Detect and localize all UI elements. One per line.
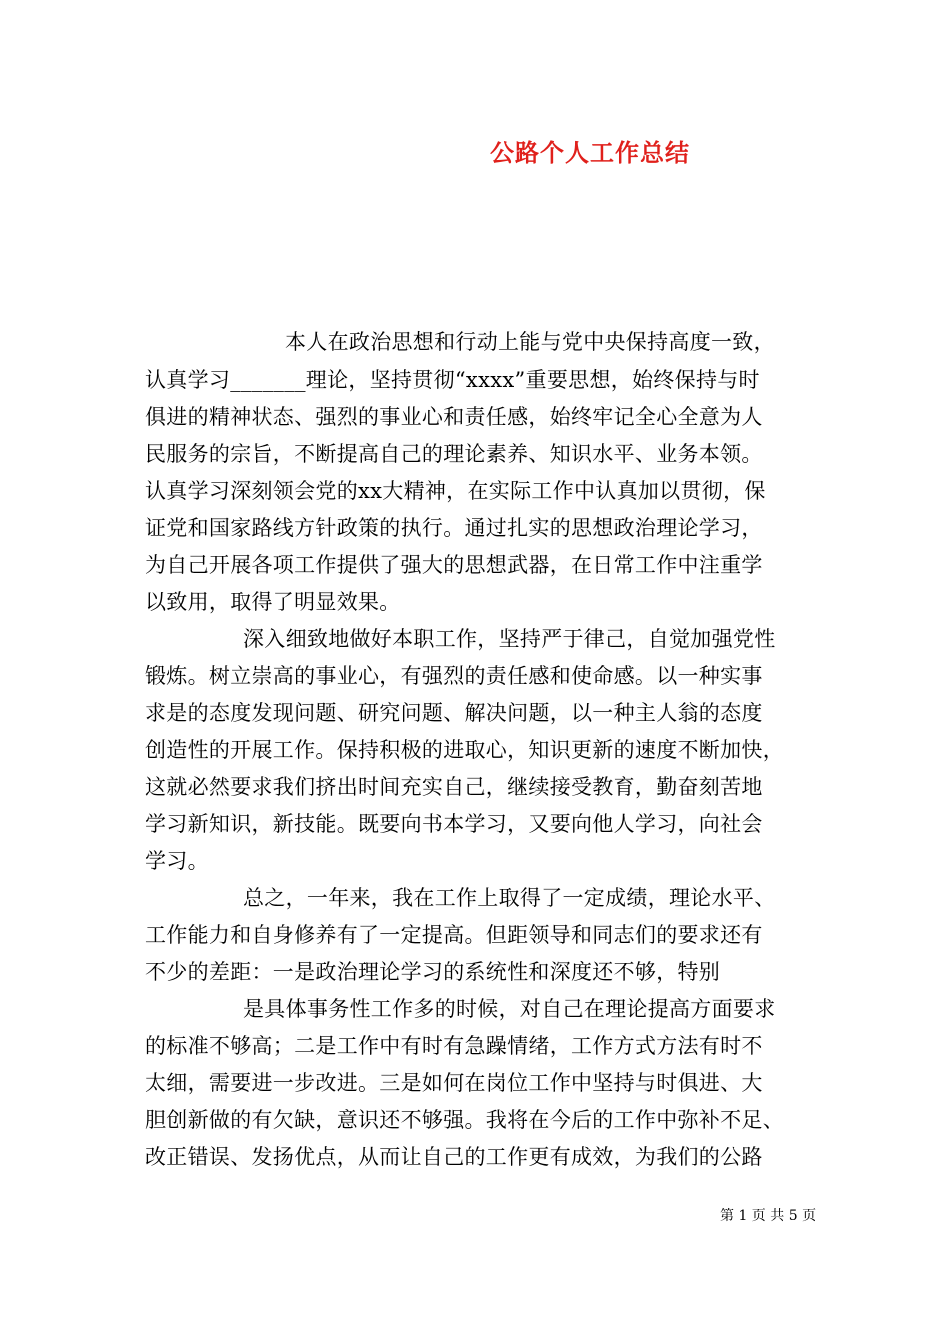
paragraph-line: 工作能力和自身修养有了一定提高。但距领导和同志们的要求还有 xyxy=(145,923,763,947)
paragraph-line: 求是的态度发现问题、研究问题、解决问题，以一种主人翁的态度 xyxy=(145,701,763,725)
paragraph-line: 改正错误、发扬优点，从而让自己的工作更有成效，为我们的公路 xyxy=(145,1145,763,1169)
paragraph-line: 民服务的宗旨，不断提高自己的理论素养、知识水平、业务本领。 xyxy=(145,442,763,466)
page-number: 第 1 页 共 5 页 xyxy=(720,1208,817,1224)
paragraph-line: 这就必然要求我们挤出时间充实自己，继续接受教育，勤奋刻苦地 xyxy=(145,775,763,799)
paragraph-line: 证党和国家路线方针政策的执行。通过扎实的思想政治理论学习， xyxy=(145,516,763,540)
paragraph-line: 锻炼。树立崇高的事业心，有强烈的责任感和使命感。以一种实事 xyxy=(145,664,763,688)
paragraph-line: 本人在政治思想和行动上能与党中央保持高度一致， xyxy=(285,330,775,354)
paragraph-line: 认真学习_______理论，坚持贯彻“xxxx”重要思想，始终保持与时 xyxy=(145,368,760,392)
paragraph-line: 创造性的开展工作。保持积极的进取心，知识更新的速度不断加快， xyxy=(145,738,784,762)
paragraph-line: 是具体事务性工作多的时候，对自己在理论提高方面要求 xyxy=(243,997,776,1021)
paragraph-line: 俱进的精神状态、强烈的事业心和责任感，始终牢记全心全意为人 xyxy=(145,405,763,429)
paragraph-line: 胆创新做的有欠缺，意识还不够强。我将在今后的工作中弥补不足、 xyxy=(145,1108,784,1132)
paragraph-line: 学习新知识，新技能。既要向书本学习，又要向他人学习，向社会 xyxy=(145,812,763,836)
paragraph-line: 认真学习深刻领会党的xx大精神，在实际工作中认真加以贯彻，保 xyxy=(145,479,766,503)
paragraph-line: 太细，需要进一步改进。三是如何在岗位工作中坚持与时俱进、大 xyxy=(145,1071,763,1095)
paragraph-line: 不少的差距：一是政治理论学习的系统性和深度还不够，特别 xyxy=(145,960,721,984)
paragraph-line: 学习。 xyxy=(145,849,209,873)
paragraph-line: 的标准不够高；二是工作中有时有急躁情绪，工作方式方法有时不 xyxy=(145,1034,763,1058)
paragraph-line: 总之，一年来，我在工作上取得了一定成绩，理论水平、 xyxy=(243,886,776,910)
paragraph-line: 以致用，取得了明显效果。 xyxy=(145,590,401,614)
paragraph-line: 深入细致地做好本职工作，坚持严于律己，自觉加强党性 xyxy=(243,627,776,651)
document-title: 公路个人工作总结 xyxy=(490,138,690,167)
paragraph-line: 为自己开展各项工作提供了强大的思想武器，在日常工作中注重学 xyxy=(145,553,763,577)
